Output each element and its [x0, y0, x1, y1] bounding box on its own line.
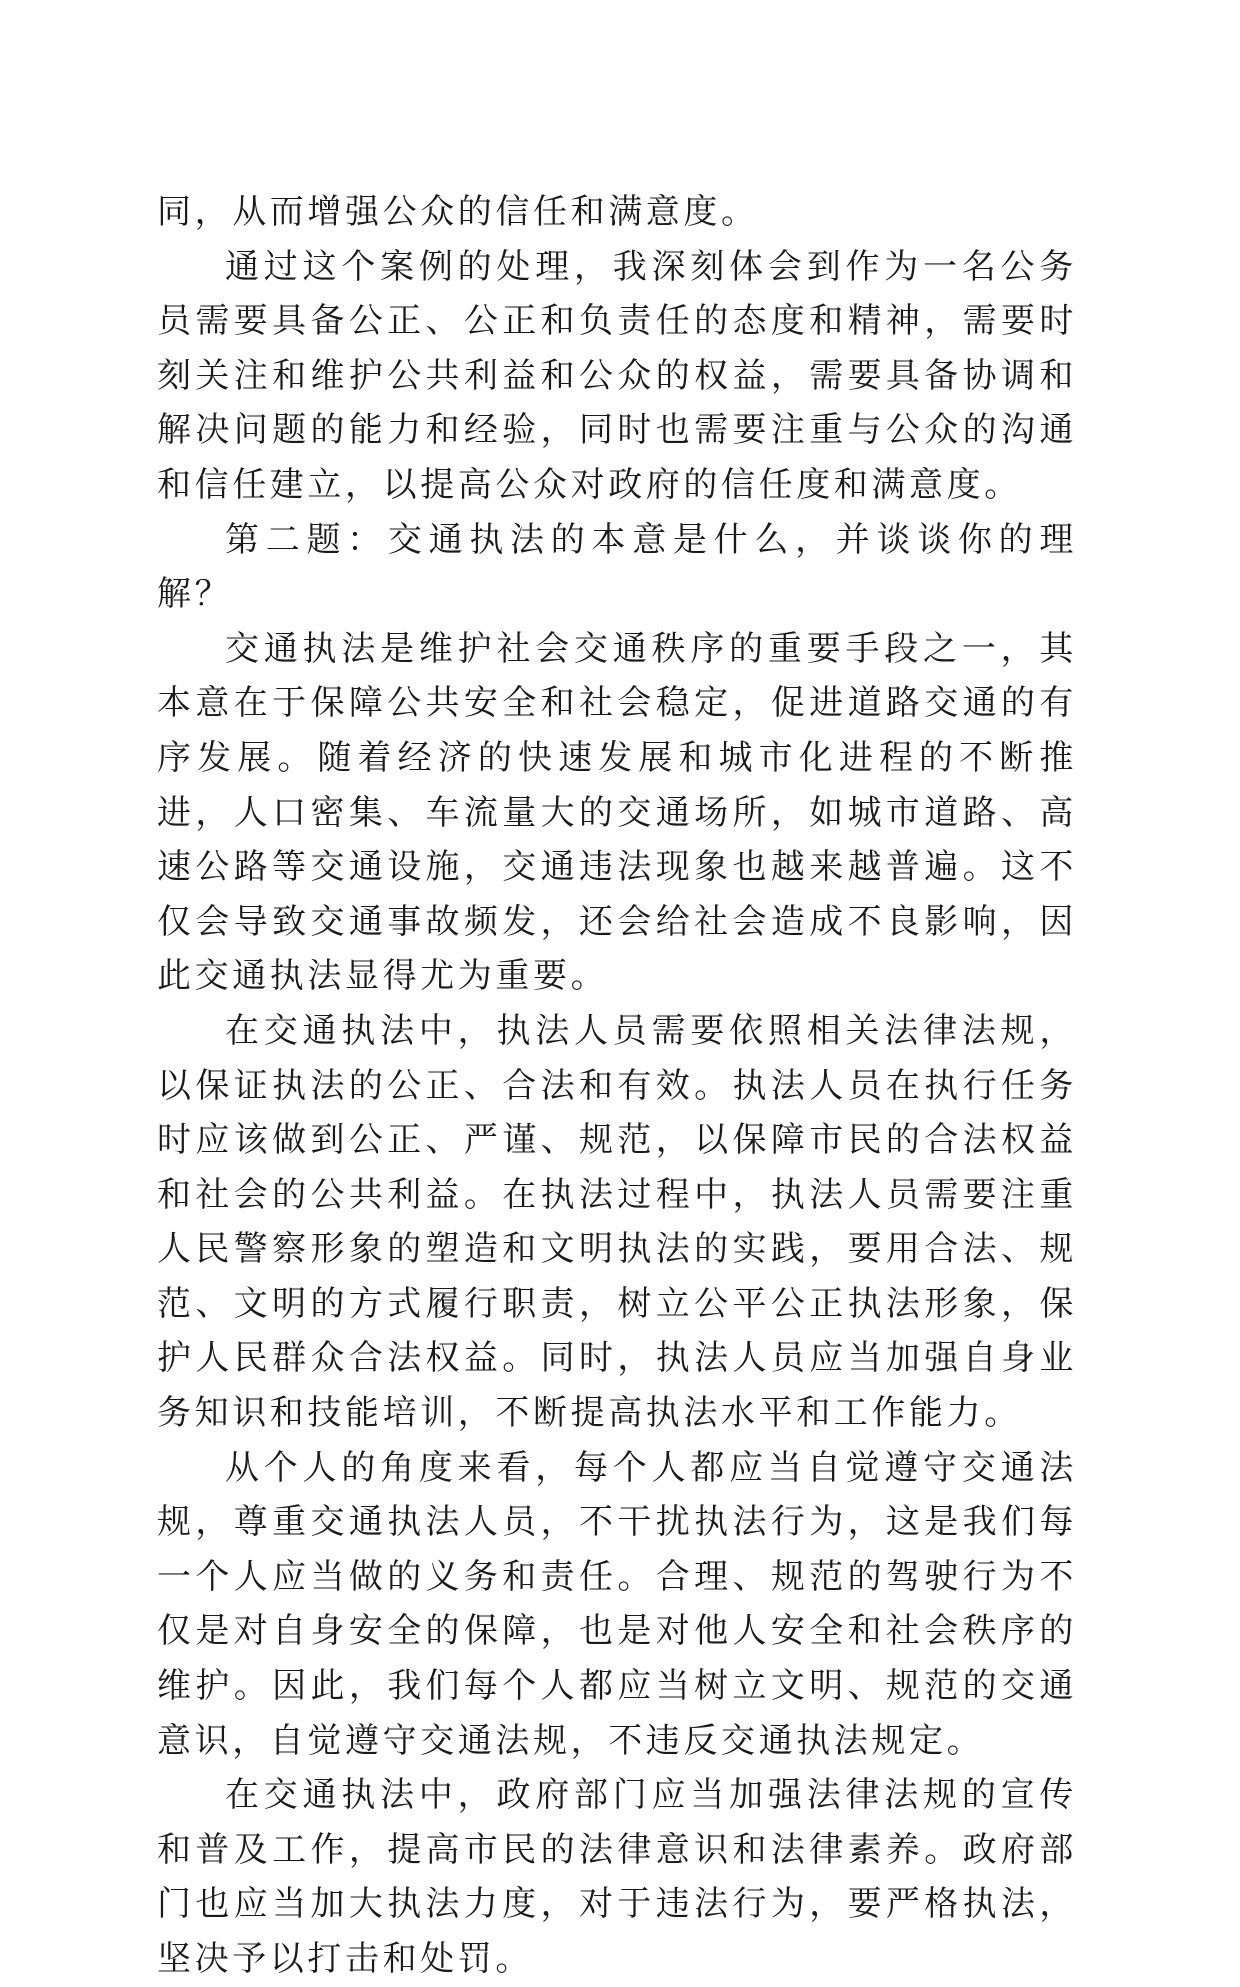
document-body	[157, 185, 1077, 1987]
paragraph-continuation: 同，从而增强公众的信任和满意度。	[157, 192, 759, 232]
question-heading: 第二题：交通执法的本意是什么，并谈谈你的理解？	[157, 519, 1077, 615]
paragraph-enforcement: 在交通执法中，执法人员需要依照相关法律法规，以保证执法的公正、合法和有效。执法人员在执行任务时应该做到公正、严谨、规范，以保障市民的合法权益和社会的公共利益。在执法过程中，执法人员需要注重人民警察形象的塑造和文明执法的实践，要用合法、规范、文明的方式履行职责，树立公平公正执法形象，保护人民群众合法权益。同时，执法人员应当加强自身业务知识和技能培训，不断提高执法水平和工作能力。	[157, 1010, 1077, 1434]
paragraph-reflection: 通过这个案例的处理，我深刻体会到作为一名公务员需要具备公正、公正和负责任的态度和精神，需要时刻关注和维护公共利益和公众的权益，需要具备协调和解决问题的能力和经验，同时也需要注重与公众的沟通和信任建立，以提高公众对政府的信任度和满意度。	[157, 246, 1077, 505]
paragraph-purpose: 交通执法是维护社会交通秩序的重要手段之一，其本意在于保障公共安全和社会稳定，促进道路交通的有序发展。随着经济的快速发展和城市化进程的不断推进，人口密集、车流量大的交通场所，如城市道路、高速公路等交通设施，交通违法现象也越来越普遍。这不仅会导致交通事故频发，还会给社会造成不良影响，因此交通执法显得尤为重要。	[157, 628, 1077, 997]
paragraph-personal: 从个人的角度来看，每个人都应当自觉遵守交通法规，尊重交通执法人员，不干扰执法行为，这是我们每一个人应当做的义务和责任。合理、规范的驾驶行为不仅是对自身安全的保障，也是对他人安全和社会秩序的维护。因此，我们每个人都应当树立文明、规范的交通意识，自觉遵守交通法规，不违反交通执法规定。	[157, 1447, 1077, 1761]
paragraph-government: 在交通执法中，政府部门应当加强法律法规的宣传和普及工作，提高市民的法律意识和法律素养。政府部门也应当加大执法力度，对于违法行为，要严格执法，坚决予以打击和处罚。	[157, 1775, 1077, 1979]
